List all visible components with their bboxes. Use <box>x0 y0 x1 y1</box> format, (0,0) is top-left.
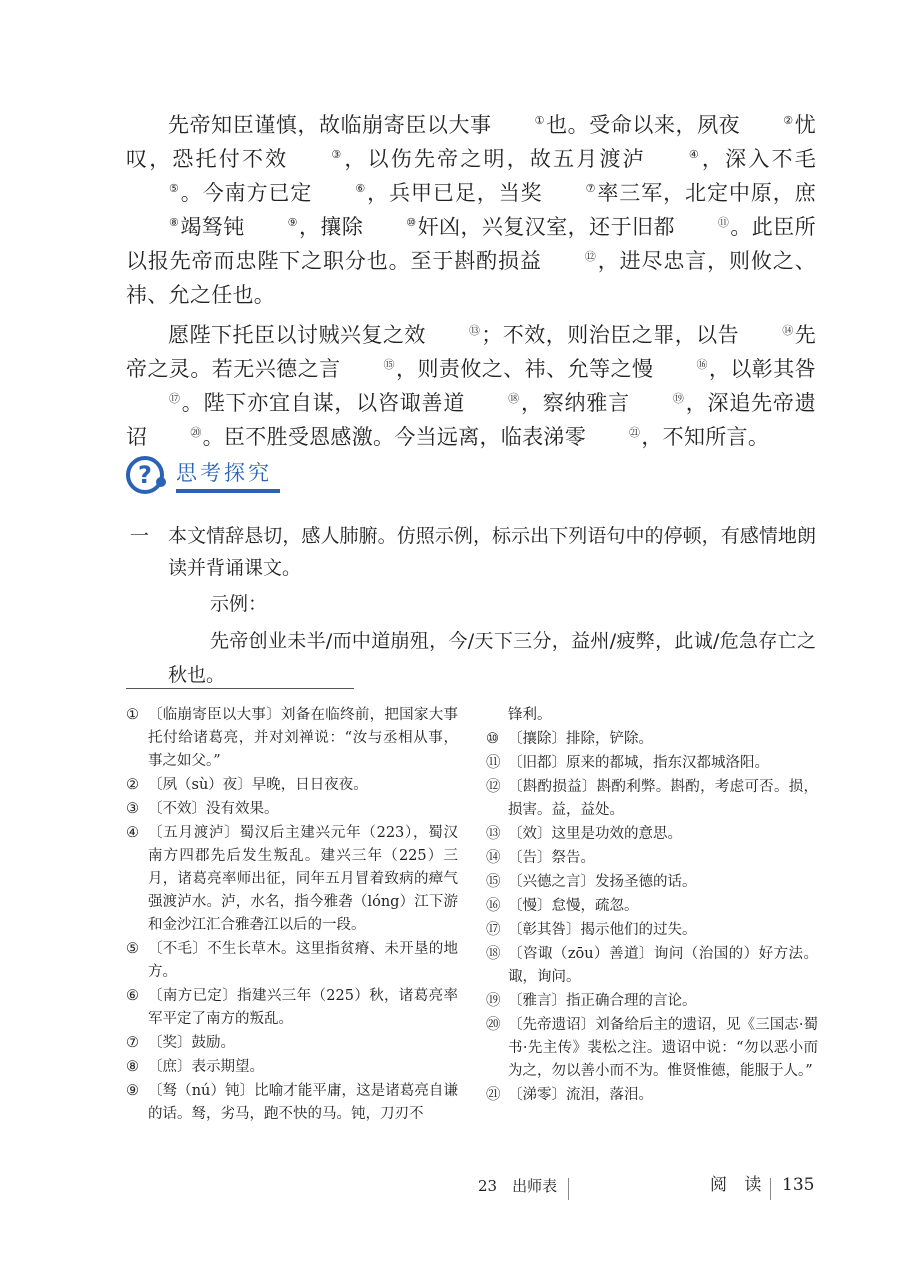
footnote-text: 〔不效〕没有效果。 <box>148 801 279 817</box>
text-segment: 也。受命以来，夙夜 <box>545 113 741 137</box>
footnote <box>486 1014 818 1083</box>
footer-divider <box>770 1178 771 1200</box>
footnote-text: 〔奖〕鼓励。 <box>148 1035 235 1051</box>
footnote-marker: ⑯ <box>486 898 501 914</box>
footnote-text: 〔效〕这里是功效的意思。 <box>508 826 682 842</box>
example-text: 先帝创业未半/而中道崩殂，今/天下三分，益州/疲弊，此诚/危急存亡之秋也。 <box>168 630 816 686</box>
footnote-marker: ⑤ <box>126 941 139 957</box>
section-underline <box>176 489 280 493</box>
exercise-text: 本文情辞恳切，感人肺腑。仿照示例，标示出下列语句中的停顿，有感情地朗读并背诵课文。 <box>168 525 816 579</box>
footnote <box>486 823 818 846</box>
footnote <box>486 847 818 870</box>
section-title: 思考探究 <box>176 461 272 485</box>
footnote-text: 〔夙（sù）夜〕早晚，日日夜夜。 <box>148 777 368 793</box>
footnote-text: 〔咨诹（zōu）善道〕询问（治国的）好方法。诹，询问。 <box>508 946 818 985</box>
footnote-text: 〔临崩寄臣以大事〕刘备在临终前，把国家大事托付给诸葛亮，并对刘禅说：“汝与丞相从事，事之如父。” <box>148 707 458 769</box>
footnote-continuation: 锋利。 <box>508 707 552 723</box>
footnote-text: 〔不毛〕不生长草木。这里指贫瘠、未开垦的地方。 <box>148 941 458 980</box>
footnote <box>126 1032 458 1055</box>
footnote <box>126 938 458 984</box>
text-segment: 率三军，北定中原，庶 <box>596 181 816 205</box>
footnote-text: 〔攘除〕排除，铲除。 <box>508 731 653 747</box>
footnote-text: 〔旧都〕原来的都城，指东汉都城洛阳。 <box>508 755 769 771</box>
footer-divider <box>568 1178 569 1200</box>
main-text <box>126 108 816 460</box>
footnote-text: 〔涕零〕流泪，落泪。 <box>508 1087 653 1103</box>
exercise-1 <box>126 520 816 692</box>
footnote-marker: ① <box>126 707 139 723</box>
footnote <box>126 1080 458 1126</box>
footnote-text: 〔驽（nú）钝〕比喻才能平庸，这是诸葛亮自谦的话。驽，劣马，跑不快的马。钝，刀刃不 <box>148 1083 458 1122</box>
footnote-marker: ⑰ <box>486 922 501 938</box>
footnote <box>486 943 818 989</box>
footnote-marker: ⑲ <box>486 993 501 1009</box>
footnote-marker: ⑮ <box>486 874 501 890</box>
text-segment: ，兵甲已足，当奖 <box>366 181 543 205</box>
footnote-marker: ⑥ <box>126 988 139 1004</box>
text-segment: ，以伤先帝之明，故五月渡泸 <box>342 147 646 171</box>
example-label: 示例： <box>210 593 268 615</box>
exercise-number: 一 <box>130 525 150 547</box>
footnote-marker: ⑫ <box>486 779 501 795</box>
section-header <box>126 456 272 494</box>
text-segment: 奸凶，兴复汉室，还于旧都 <box>417 215 675 239</box>
text-segment: 先帝之灵。若无兴德之言 <box>126 323 816 381</box>
footnote <box>486 776 818 822</box>
footnote-marker: ⑨ <box>126 1083 139 1099</box>
footnote-marker: ㉑ <box>486 1087 501 1103</box>
footnote-divider <box>126 688 354 689</box>
footnote-marker: ③ <box>126 801 139 817</box>
footnote <box>126 774 458 797</box>
footnote-text: 〔五月渡泸〕蜀汉后主建兴元年（223），蜀汉南方四郡先后发生叛乱。建兴三年（225）三月，诸葛亮率师出征，同年五月冒着致病的瘴气强渡泸水。泸，水名，指今雅砻（lóng）江下游和金沙江汇合雅砻江以后的一段。 <box>148 825 458 933</box>
footnote-marker: ⑪ <box>486 755 501 771</box>
footnote-marker: ⑩ <box>486 731 499 747</box>
footnote-marker: ⑧ <box>126 1059 139 1075</box>
text-segment: ，则责攸之、祎、允等之慢 <box>395 357 654 381</box>
page-footer <box>0 1172 904 1202</box>
text-segment: 。臣不胜受恩感激。今当远离，临表涕零 <box>202 425 587 449</box>
footer-lesson-title: 23 出师表 <box>478 1177 558 1195</box>
footnote <box>486 1084 818 1107</box>
footnote <box>486 728 818 751</box>
text-segment: 。陛下亦宜自谋，以咨诹善道 <box>181 391 466 415</box>
footnotes-right-column <box>486 704 818 1108</box>
footnote-text: 〔彰其咎〕揭示他们的过失。 <box>508 922 697 938</box>
footnote <box>126 704 458 773</box>
text-segment: ，攘除 <box>298 215 364 239</box>
footnote <box>486 990 818 1013</box>
footnote <box>126 798 458 821</box>
footnote-text: 〔慢〕怠慢，疏忽。 <box>508 898 639 914</box>
question-mark-icon: ? <box>126 456 164 494</box>
text-segment: ，不知所言。 <box>641 425 770 449</box>
text-segment: ；不效，则治臣之罪，以告 <box>481 323 740 347</box>
footnote <box>126 822 458 937</box>
footer-section-name: 阅 读 <box>710 1175 768 1195</box>
footnote-text: 〔雅言〕指正确合理的言论。 <box>508 993 697 1009</box>
text-segment: 。今南方已定 <box>180 181 313 205</box>
footnote-text: 〔告〕祭告。 <box>508 850 595 866</box>
footnote-text: 〔庶〕表示期望。 <box>148 1059 264 1075</box>
footnote <box>126 1056 458 1079</box>
paragraph-1: 先帝知臣谨慎，故临崩寄臣以大事 ①也。受命以来，夙夜 ②忧叹，恐托付不效 ③，以伤先帝之明，故五月渡泸 ④，深入不毛⑤。今南方已定 ⑥，兵甲已足，当奖 ⑦率三军，北定中原，庶⑧竭驽钝 ⑨，攘除 ⑩奸凶，兴复汉室，还于旧都 ⑪。此臣所以报先帝而忠陛下之职分也。至于斟酌损益 ⑫，进尽忠言，则攸之、祎、允之任也。 <box>126 113 816 307</box>
footnote-marker: ⑭ <box>486 850 501 866</box>
footnote <box>486 871 818 894</box>
text-segment: 愿陛下托臣以讨贼兴复之效 <box>168 323 426 347</box>
text-segment: 竭驽钝 <box>180 215 245 239</box>
footnote-marker: ② <box>126 777 139 793</box>
text-segment: ，深追先帝遗诏 <box>126 391 816 449</box>
footnote-text: 〔先帝遗诏〕刘备给后主的遗诏，见《三国志·蜀书·先主传》裴松之注。遗诏中说：“勿以恶小而为之，勿以善小而不为。惟贤惟德，能服于人。” <box>508 1017 818 1079</box>
text-segment: 。此臣所以报先帝而忠陛下之职分也。至于斟酌损益 <box>126 215 816 273</box>
text-segment: ，深入不毛 <box>700 147 816 171</box>
footnote-marker: ⑳ <box>486 1017 501 1033</box>
footnote-text: 〔南方已定〕指建兴三年（225）秋，诸葛亮率军平定了南方的叛乱。 <box>148 988 458 1027</box>
footnote <box>486 895 818 918</box>
footnote-text: 〔兴德之言〕发扬圣德的话。 <box>508 874 697 890</box>
text-segment: ，进尽忠言，则攸之、祎、允之任也。 <box>126 249 816 307</box>
footnote-text: 〔斟酌损益〕斟酌利弊。斟酌，考虑可否。损，损害。益，益处。 <box>508 779 818 818</box>
text-segment: ，察纳雅言 <box>520 391 630 415</box>
footnotes-left-column <box>126 704 458 1127</box>
paragraph-2: 愿陛下托臣以讨贼兴复之效 ⑬；不效，则治臣之罪，以告 ⑭先帝之灵。若无兴德之言 ⑮，则责攸之、祎、允等之慢 ⑯，以彰其咎⑰。陛下亦宜自谋，以咨诹善道 ⑱，察纳雅言 ⑲，深追先帝遗诏 ⑳。臣不胜受恩感激。今当远离，临表涕零 ㉑，不知所言。 <box>126 323 817 449</box>
footnote-marker: ⑦ <box>126 1035 139 1051</box>
footnote-marker: ⑱ <box>486 946 501 962</box>
text-segment: ，以彰其咎 <box>708 357 817 381</box>
footnote <box>126 985 458 1031</box>
footnote <box>486 919 818 942</box>
footnote <box>486 752 818 775</box>
footnote-marker: ⑬ <box>486 826 501 842</box>
footnote-marker: ④ <box>126 825 139 841</box>
text-segment: 先帝知臣谨慎，故临崩寄臣以大事 <box>168 113 492 137</box>
text-segment: 忧叹，恐托付不效 <box>126 113 816 171</box>
page-number: 135 <box>782 1175 815 1195</box>
